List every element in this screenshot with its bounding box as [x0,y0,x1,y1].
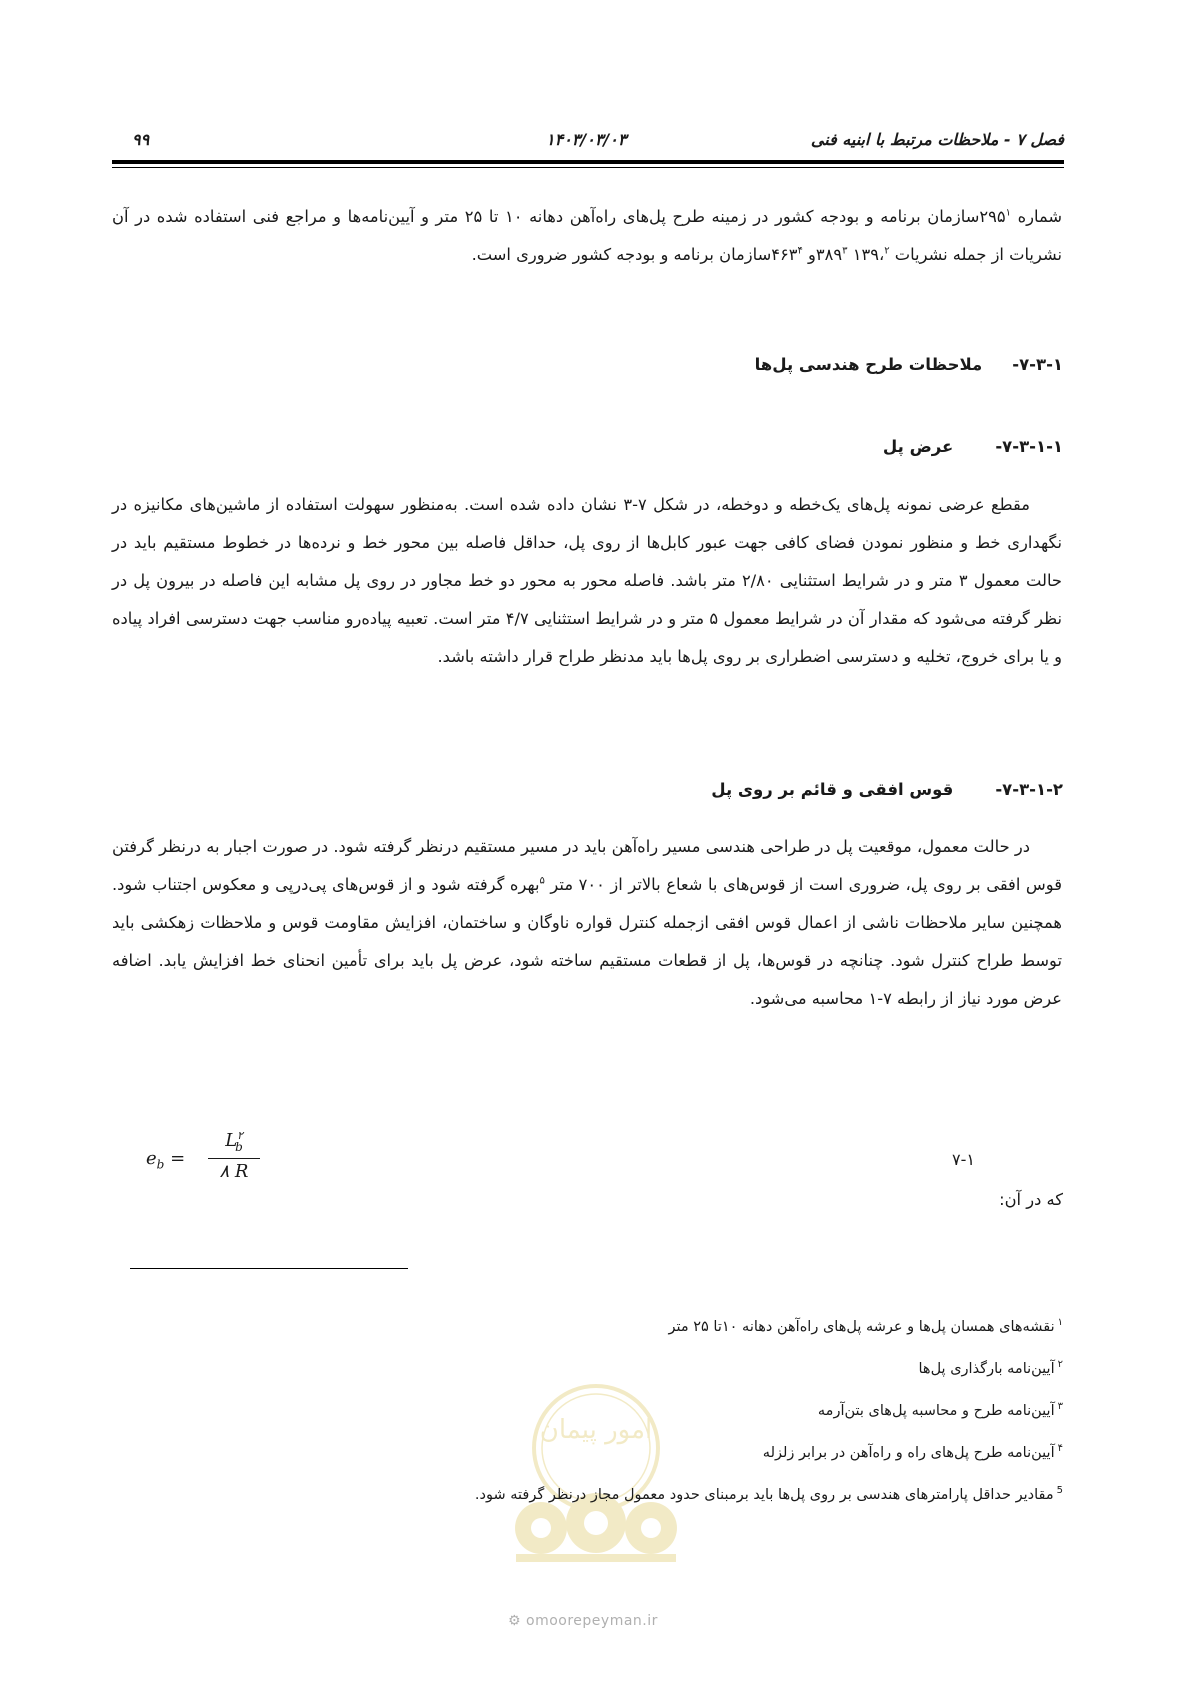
equation-numerator: $L^۲_b$ [225,1129,244,1154]
footnote-ref-3: ۳ [842,245,848,257]
fraction-bar [208,1158,260,1159]
header-rule-thick [112,160,1064,164]
footnote-ref-5: ۵ [539,875,545,887]
equation-lhs: $e_b$ = [146,1148,186,1172]
footnote-separator [130,1268,408,1269]
footnote-item: $^۳$آیین‌نامه طرح و محاسبه پل‌های بتن‌آرمه [817,1401,1063,1419]
bridge-width-paragraph: مقطع عرضی نمونه پل‌های یک‌خطه و دوخطه، در شکل ۷-۳ نشان داده شده است. به‌منظور سهولت استفاده از ماشین‌های مکانیزه در نگهداری خط و منظور نمودن فضای کافی جهت عبور کابل‌ها از روی پل، حداقل فاصله بین محور خط و نرده‌ها در خطوط مستقیم باید در حالت معمول ۳ متر و در شرایط استثنایی ۲/۸۰ متر باشد. فاصله محور به محور دو خط مجاور در روی پل مشابه این فاصله در بیرون پل در نظر گرفته می‌شود که مقدار آن در شرایط معمول ۵ متر و در شرایط استثنایی ۴/۷ متر است. تعبیه پیاده‌رو مناسب جهت دسترسی افراد پیاده و یا برای خروج، تخلیه و دسترسی اضطراری بر روی پل‌ها باید مدنظر طراح قرار داشته باشد. [112,495,1062,666]
section-heading-7-3-1 [755,355,1063,374]
footnote-ref-2: ۲ [884,245,890,257]
header-rule-thin [112,167,1064,168]
section-number: ۷-۳-۱- [1012,355,1063,374]
footnote-item: $^۲$آیین‌نامه بارگذاری پل‌ها [918,1359,1063,1377]
intro-paragraph: شماره $۲۹۵^۱سازمان$ برنامه و بودجه کشور در زمینه طرح پل‌های راه‌آهن دهانه ۱۰ تا ۲۵ متر و آیین‌نامه‌ها و مراجع فنی استفاده شده در آن نشریات از جمله نشریات ۱۳۹،$^۲$ $۳۸۹^۳و$ $۴۶۳^۴سازمان$ برنامه و بودجه کشور ضروری است. [112,207,1063,264]
equation-denominator: ۸ R [219,1161,249,1182]
section-title: ملاحظات طرح هندسی پل‌ها [754,355,983,374]
section-title: عرض پل [882,437,954,456]
chapter-title: فصل ۷ - ملاحظات مرتبط با ابنیه فنی [810,130,1064,149]
footnote-ref-4: ۴ [797,245,803,257]
section-heading-7-3-1-2 [711,780,1063,799]
curve-paragraph: در حالت معمول، موقعیت پل در طراحی هندسی مسیر راه‌آهن باید در مسیر مستقیم درنظر گرفته شود. در صورت اجبار به درنظر گرفتن قوس افقی بر روی پل، ضروری است از قوس‌های با شعاع بالاتر از ۷۰۰ متر $^۵$بهره گرفته شود و از قوس‌های پی‌درپی و معکوس اجتناب شود. همچنین سایر ملاحظات ناشی از اعمال قوس افقی ازجمله کنترل قواره ناوگان و ساختمان، افزایش مقاومت قوس و ملاحظات زهکشی باید توسط طراح کنترل شود. چنانچه در قوس‌ها، پل از قطعات مستقیم ساخته شود، عرض پل باید برای تأمین انحنای خط افزایش یابد. اضافه عرض مورد نیاز از رابطه ۷-۱ محاسبه می‌شود. [112,837,1062,1008]
page-number: ۹۹ [132,130,150,149]
equation-fraction [208,1130,260,1182]
footnote-item: $^5$مقادیر حداقل پارامترهای هندسی بر روی پل‌ها باید برمبنای حدود معمول مجاز درنظر گرفته شود. [474,1485,1063,1503]
watermark-logo-text: امور پیمان [539,1415,653,1445]
page-header [118,130,1064,154]
footnote-item: $^۴$آیین‌نامه طرح پل‌های راه و راه‌آهن در برابر زلزله [762,1443,1063,1461]
watermark-url: ⚙ omoorepeyman.ir [508,1613,658,1629]
footnotes [303,1306,1063,1516]
equation-number: ۷-۱ [952,1150,975,1169]
section-heading-7-3-1-1 [883,437,1063,456]
header-date: ۱۴۰۳/۰۳/۰۳ [546,130,627,149]
where-label: که در آن: [999,1190,1063,1209]
section-number: ۷-۳-۱-۱- [995,437,1063,456]
section-title: قوس افقی و قائم بر روی پل [711,780,954,799]
footnote-ref-1: ۱ [1005,207,1011,219]
footnote-item: $^۱$نقشه‌های همسان پل‌ها و عرشه پل‌های راه‌آهن دهانه ۱۰تا ۲۵ متر [668,1317,1063,1335]
section-number: ۷-۳-۱-۲- [995,780,1063,799]
